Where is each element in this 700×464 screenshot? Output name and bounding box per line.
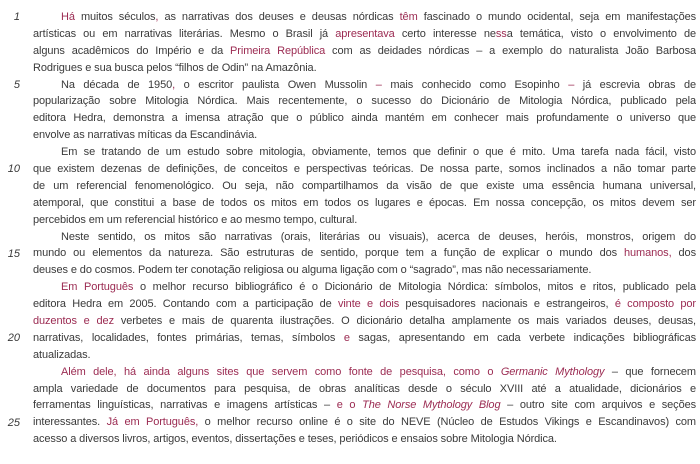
- text-run: sagas, apresentando em cada verbete indicações bibliográficas: [349, 331, 696, 344]
- text-run: que existem dezenas de definições, de conceitos e perspectivas teóricas. De nossa parte, somos inclinados a não tomar parte: [33, 163, 696, 176]
- text-run: as narrativas dos deuses e deusas nórdicas: [158, 11, 400, 23]
- line-number: 5: [13, 78, 20, 91]
- text-run: narrativas, localidades, fontes primárias, temas, símbolos: [33, 331, 344, 344]
- text-run: Em se tratando de um estudo sobre mitologia, obviamente, temos que definir o que é mito. Uma tarefa nada fácil, visto: [61, 146, 696, 159]
- text-run: editora Hedra em 2005. Contando com a participação de: [33, 298, 338, 311]
- highlighted-text-run: Além dele, há ainda alguns sites que servem como fonte de pesquisa, como o: [61, 365, 501, 378]
- highlighted-text-run: Germanic Mythology: [500, 365, 605, 378]
- text-line: [33, 381, 696, 398]
- text-line: [33, 397, 696, 414]
- line-number-gutter: [3, 0, 23, 464]
- line-number: 1: [13, 11, 20, 23]
- text-run: artísticas ou em narrativas literárias. Mesmo o Brasil já: [33, 27, 336, 40]
- text-line: [33, 330, 696, 347]
- text-line: [33, 262, 696, 279]
- text-run: atemporal, que constitui a base de todos os mitos em todos os lugares e épocas. Em nossa concepção, os mitos devem ser: [33, 196, 696, 209]
- text-line: [33, 178, 696, 195]
- text-run: o melhor recurso bibliográfico é o Dicionário de Mitologia Nórdica: símbolos, mitos e ritos, publicado pela: [133, 281, 696, 294]
- highlighted-text-run: duzentos e dez: [33, 315, 114, 328]
- text-run: interessantes.: [33, 416, 107, 429]
- text-run: alguns acadêmicos do Império e da: [33, 44, 231, 57]
- text-run: acesso a diversos livros, artigos, eventos, dissertações e teses, periódicos e ensaios sobre Mitologia Nórdica.: [33, 433, 557, 446]
- highlighted-text-run: The Norse Mythology Blog: [362, 399, 501, 412]
- highlighted-text-run: e o: [336, 399, 363, 412]
- text-line: [33, 212, 696, 229]
- text-run: ampla variedade de documentos para pesquisa, de obras analíticas desde o século XVIII até a atualidade, dicionários e: [33, 382, 696, 395]
- text-line: [33, 296, 696, 313]
- text-run: com as deidades nórdicas – a exemplo do naturalista João Barbosa: [325, 44, 696, 57]
- text-line: [33, 313, 696, 330]
- line-number: 20: [7, 332, 20, 345]
- text-line: [33, 414, 696, 431]
- text-run: o melhor recurso online é o site do NEVE (Núcleo de Estudos Vikings e Escandinavos) com: [198, 416, 696, 429]
- line-number: 25: [7, 416, 20, 429]
- text-line: [33, 93, 696, 110]
- text-run: fascinado o mundo ocidental, seja em manifestações: [417, 11, 696, 23]
- text-line: [33, 110, 696, 127]
- highlighted-text-run: ,: [172, 78, 176, 91]
- text-line: [33, 9, 696, 26]
- text-line: [33, 26, 696, 43]
- highlighted-text-run: ss: [495, 27, 507, 40]
- line-number: 10: [7, 163, 20, 176]
- text-run: dos: [671, 247, 696, 260]
- highlighted-text-run: humanos,: [624, 247, 672, 260]
- highlighted-text-run: ,: [155, 11, 159, 23]
- text-run: Na década de 1950: [61, 78, 173, 91]
- text-line: [33, 347, 696, 364]
- text-run: editora Hedra, demonstra a imensa atração que o público ainda mantém em conhecer mais profundamente o universo que: [33, 112, 696, 125]
- highlighted-text-run: Há: [61, 11, 75, 23]
- text-run: deuses e do cosmos. Podem ter conotação religiosa ou alguma ligação com o “sagrado”, mas não necessariamente.: [33, 264, 592, 277]
- text-run: popularização sobre Mitologia Nórdica. Mais recentemente, o sucesso do Dicionário de Mitologia Nórdica, publicado pela: [33, 95, 696, 108]
- text-run: já escrevia obras de: [574, 78, 696, 91]
- highlighted-text-run: é composto por: [614, 298, 696, 311]
- text-run: mais conhecido como Esopinho: [381, 78, 569, 91]
- text-line: [33, 364, 696, 381]
- text-line: [33, 43, 696, 60]
- text-run: o escritor paulista Owen Mussolin: [175, 78, 376, 91]
- text-block: [33, 9, 696, 448]
- highlighted-text-run: Em Português: [61, 281, 134, 294]
- highlighted-text-run: e: [343, 331, 350, 344]
- text-line: [33, 195, 696, 212]
- text-run: envolve as narrativas míticas da Escandinávia.: [33, 129, 258, 142]
- highlighted-text-run: têm: [399, 11, 418, 23]
- text-run: atualizadas.: [33, 348, 91, 361]
- text-line: [33, 60, 696, 77]
- text-run: muitos séculos: [74, 11, 156, 23]
- highlighted-text-run: vinte e dois: [337, 298, 400, 311]
- line-number: 15: [7, 247, 20, 260]
- highlighted-text-run: –: [568, 78, 575, 91]
- text-line: [33, 245, 696, 262]
- text-line: [33, 144, 696, 161]
- text-run: percebidos em um referencial histórico e ao mesmo tempo, cultural.: [33, 213, 358, 226]
- text-line: [33, 431, 696, 448]
- text-run: de um referencial fenomenológico. Ou seja, não compartilhamos da visão de que existe uma essência humana universal,: [33, 179, 696, 192]
- text-run: verbetes e mais de quarenta ilustrações. O dicionário detalha amplamente os mais variados deuses, deusas,: [113, 315, 696, 328]
- text-run: certo interesse ne: [394, 27, 496, 40]
- text-line: [33, 77, 696, 94]
- text-run: ferramentas linguísticas, narrativas e imagens artísticas –: [33, 399, 337, 412]
- text-run: pesquisadores nacionais e estrangeiros,: [399, 298, 615, 311]
- text-run: – outro site com arquivos e seções: [500, 399, 696, 412]
- text-run: Neste sentido, os mitos são narrativas (orais, literárias ou visuais), acerca de deuses, heróis, monstros, origem do: [61, 230, 696, 243]
- highlighted-text-run: –: [375, 78, 382, 91]
- highlighted-text-run: Primeira República: [230, 44, 326, 57]
- highlighted-text-run: Já em Português,: [106, 416, 199, 429]
- text-line: [33, 127, 696, 144]
- text-run: a temática, visto o envolvimento de: [506, 27, 696, 40]
- text-line: [33, 229, 696, 246]
- text-line: [33, 279, 696, 296]
- text-run: mundo ou elementos da natureza. São estruturas de sentido, porque tem a função de explicar o mundo dos: [33, 247, 625, 260]
- highlighted-text-run: apresentava: [335, 27, 395, 40]
- text-run: Rodrigues e sua busca pelos “filhos de Odin” na Amazônia.: [33, 61, 317, 74]
- text-run: – que fornecem: [604, 365, 696, 378]
- text-line: [33, 161, 696, 178]
